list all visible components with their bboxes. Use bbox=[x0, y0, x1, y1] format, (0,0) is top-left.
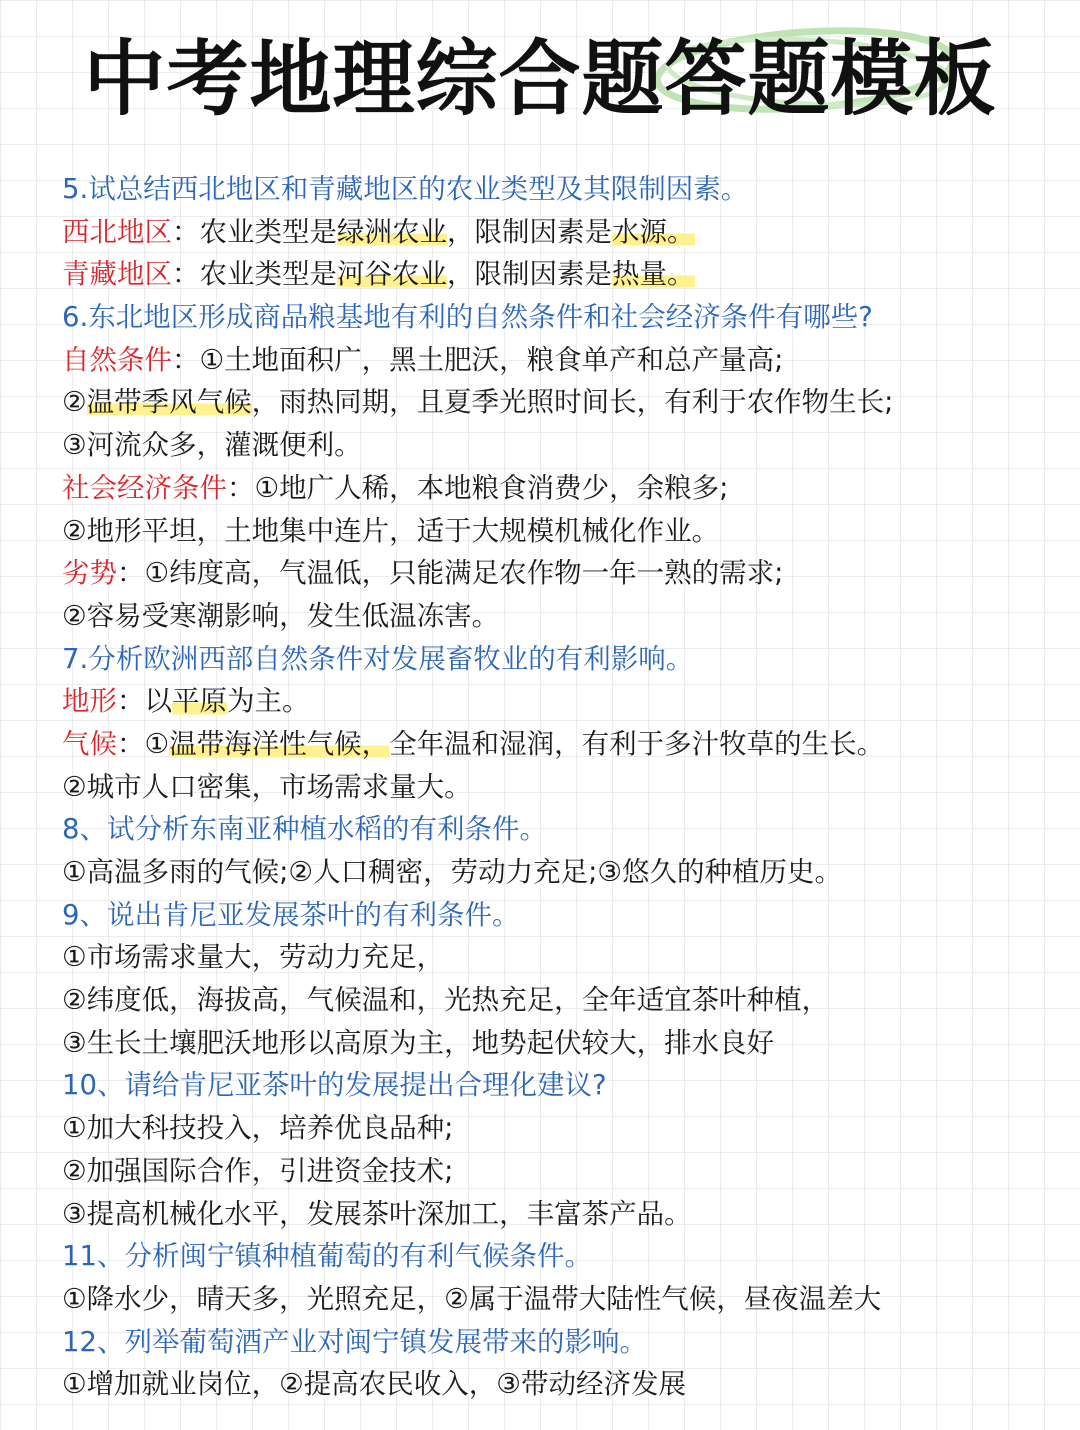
answer-line bbox=[62, 381, 1062, 424]
question-text: 9、说出肯尼亚发展茶叶的有利条件。 bbox=[62, 898, 520, 931]
answer-line bbox=[62, 552, 1062, 595]
text-segment: ②地形平坦，土地集中连片，适于大规模机械化作业。 bbox=[62, 514, 720, 547]
page-title: 中考地理综合题答题模板 bbox=[83, 32, 997, 127]
answer-line bbox=[62, 211, 1062, 254]
answer-line bbox=[62, 723, 1062, 766]
question-line bbox=[62, 1064, 1062, 1107]
text-segment: ：①土地面积广，黑土肥沃，粮食单产和总产量高; bbox=[172, 343, 784, 376]
question-line bbox=[62, 168, 1062, 211]
highlighted-keyword: 温带季风气候 bbox=[86, 386, 252, 419]
highlighted-keyword: 河谷农业 bbox=[337, 258, 447, 291]
answer-line bbox=[62, 467, 1062, 510]
answer-line bbox=[62, 979, 1062, 1022]
text-segment: ①高温多雨的气候;②人口稠密，劳动力充足;③悠久的种植历史。 bbox=[62, 856, 842, 888]
answer-line bbox=[62, 424, 1062, 467]
answer-line bbox=[62, 680, 1062, 723]
answer-line bbox=[62, 1022, 1062, 1065]
question-text: 12、列举葡萄酒产业对闽宁镇发展带来的影响。 bbox=[62, 1325, 647, 1358]
question-line bbox=[62, 638, 1062, 681]
text-segment: ，限制因素是 bbox=[447, 215, 612, 248]
text-segment: ①市场需求量大，劳动力充足， bbox=[62, 941, 445, 974]
question-line bbox=[62, 1235, 1062, 1278]
answer-line bbox=[62, 766, 1062, 809]
answer-line bbox=[62, 1193, 1062, 1236]
highlighted-keyword: 平原 bbox=[172, 685, 227, 718]
question-text: 8、试分析东南亚种植水稻的有利条件。 bbox=[62, 813, 547, 846]
answer-label: 气候 bbox=[62, 727, 117, 760]
question-line bbox=[62, 808, 1062, 851]
text-segment: ：农业类型是 bbox=[172, 215, 337, 248]
text-segment: 为主。 bbox=[227, 685, 310, 718]
text-segment: ②纬度低，海拔高，气候温和，光热充足，全年适宜茶叶种植， bbox=[62, 984, 830, 1017]
text-segment: ①加大科技投入，培养优良品种; bbox=[62, 1112, 454, 1145]
question-line bbox=[62, 894, 1062, 937]
text-segment: ①增加就业岗位，②提高农民收入，③带动经济发展 bbox=[62, 1368, 686, 1401]
text-segment: ②加强国际合作，引进资金技术; bbox=[62, 1154, 454, 1187]
highlighted-keyword: 热量。 bbox=[612, 258, 695, 291]
answer-label: 劣势 bbox=[62, 557, 117, 590]
text-segment: ：①地广人稀，本地粮食消费少，余粮多; bbox=[227, 471, 729, 504]
answer-label: 地形 bbox=[62, 685, 117, 718]
text-segment: ，雨热同期，且夏季光照时间长，有利于农作物生长; bbox=[251, 386, 894, 419]
template-content bbox=[62, 168, 1062, 1406]
answer-label: 社会经济条件 bbox=[62, 471, 227, 504]
answer-label: 青藏地区 bbox=[62, 258, 172, 291]
answer-line bbox=[62, 1278, 1062, 1321]
text-segment: ：以 bbox=[117, 685, 172, 718]
text-segment: ③生长土壤肥沃地形以高原为主，地势起伏较大，排水良好 bbox=[62, 1026, 775, 1059]
question-text: 5.试总结西北地区和青藏地区的农业类型及其限制因素。 bbox=[62, 173, 749, 205]
text-segment: ③河流众多，灌溉便利。 bbox=[62, 429, 362, 462]
highlighted-keyword: 绿洲农业 bbox=[337, 215, 447, 248]
question-line bbox=[62, 296, 1062, 339]
text-segment: ② bbox=[62, 386, 87, 419]
text-segment: ：①纬度高，气温低，只能满足农作物一年一熟的需求; bbox=[117, 557, 784, 590]
text-segment: ③提高机械化水平，发展茶叶深加工，丰富茶产品。 bbox=[62, 1197, 692, 1230]
answer-line bbox=[62, 510, 1062, 553]
text-segment: ：农业类型是 bbox=[172, 258, 337, 291]
answer-line bbox=[62, 1107, 1062, 1150]
answer-line bbox=[62, 339, 1062, 382]
text-segment: ①降水少，晴天多，光照充足，②属于温带大陆性气候，昼夜温差大 bbox=[62, 1282, 882, 1315]
answer-label: 西北地区 bbox=[62, 215, 172, 248]
text-segment: ：① bbox=[117, 727, 170, 760]
question-text: 10、请给肯尼亚茶叶的发展提出合理化建议? bbox=[62, 1069, 607, 1102]
question-text: 7.分析欧洲西部自然条件对发展畜牧业的有利影响。 bbox=[62, 642, 694, 675]
text-segment: 全年温和湿润，有利于多汁牧草的生长。 bbox=[389, 727, 885, 760]
highlighted-keyword: 温带海洋性气候， bbox=[169, 727, 390, 760]
highlighted-keyword: 水源。 bbox=[612, 215, 695, 248]
answer-line bbox=[62, 851, 1062, 894]
answer-line bbox=[62, 1363, 1062, 1406]
title-area bbox=[0, 14, 1080, 144]
answer-line bbox=[62, 936, 1062, 979]
answer-line bbox=[62, 595, 1062, 638]
question-line bbox=[62, 1321, 1062, 1364]
answer-line bbox=[62, 1150, 1062, 1193]
text-segment: ②城市人口密集，市场需求量大。 bbox=[62, 770, 472, 803]
text-segment: ，限制因素是 bbox=[447, 258, 612, 291]
question-text: 6.东北地区形成商品粮基地有利的自然条件和社会经济条件有哪些? bbox=[62, 301, 873, 334]
answer-line bbox=[62, 253, 1062, 296]
text-segment: ②容易受寒潮影响，发生低温冻害。 bbox=[62, 599, 500, 632]
answer-label: 自然条件 bbox=[62, 343, 172, 376]
question-text: 11、分析闽宁镇种植葡萄的有利气候条件。 bbox=[62, 1240, 592, 1273]
